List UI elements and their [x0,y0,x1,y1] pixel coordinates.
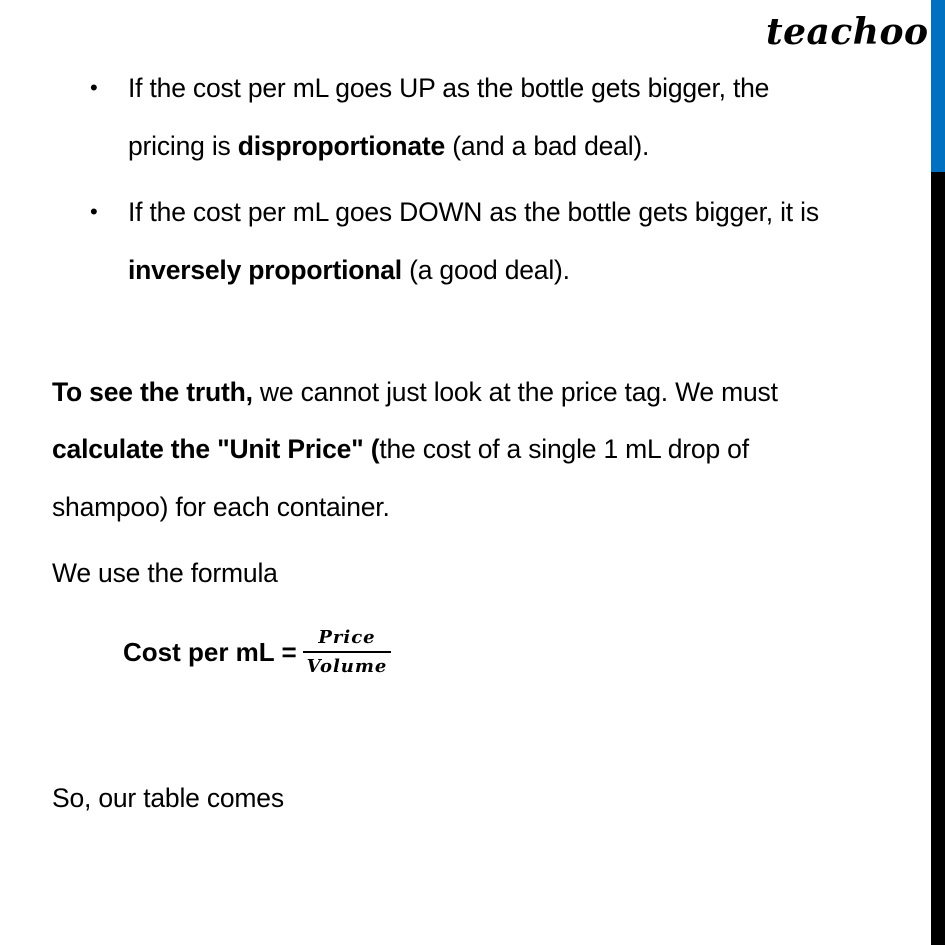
accent-bar-black [931,172,945,945]
term-inversely-proportional: inversely proportional [128,255,402,285]
paragraph-line-2 [52,436,749,463]
bullet-1-line-2 [128,133,649,160]
fraction [305,628,390,677]
bullet-2-line-2 [128,257,570,284]
bullet-2-line-1: If the cost per mL goes DOWN as the bottle gets bigger, it is [128,197,819,227]
conclusion-text: So, our table comes [52,783,284,813]
bullet-icon: • [90,199,98,224]
unit-price-bold: calculate the "Unit Price" ( [52,434,380,464]
bullet-icon: • [90,75,98,100]
accent-bar-blue [931,0,945,172]
paragraph-line-1 [52,379,778,406]
formula-intro: We use the formula [52,558,278,588]
term-disproportionate: disproportionate [237,131,446,161]
cost-per-ml-formula [123,628,389,677]
formula-lhs: Cost per mL = [123,636,297,667]
lead-bold: To see the truth, [52,377,253,407]
bullet-1-line-1: If the cost per mL goes UP as the bottle gets bigger, the [128,73,770,103]
text: (and a bad deal). [445,131,650,161]
text: we cannot just look at the price tag. We must [252,377,778,407]
numerator: Price [303,628,392,653]
text: pricing is [128,131,238,161]
teachoo-logo: teachoo [766,11,929,53]
paragraph-line-3: shampoo) for each container. [52,492,390,522]
text: (a good deal). [401,255,570,285]
text: the cost of a single 1 mL drop of [379,434,749,464]
denominator: Volume [306,655,388,677]
